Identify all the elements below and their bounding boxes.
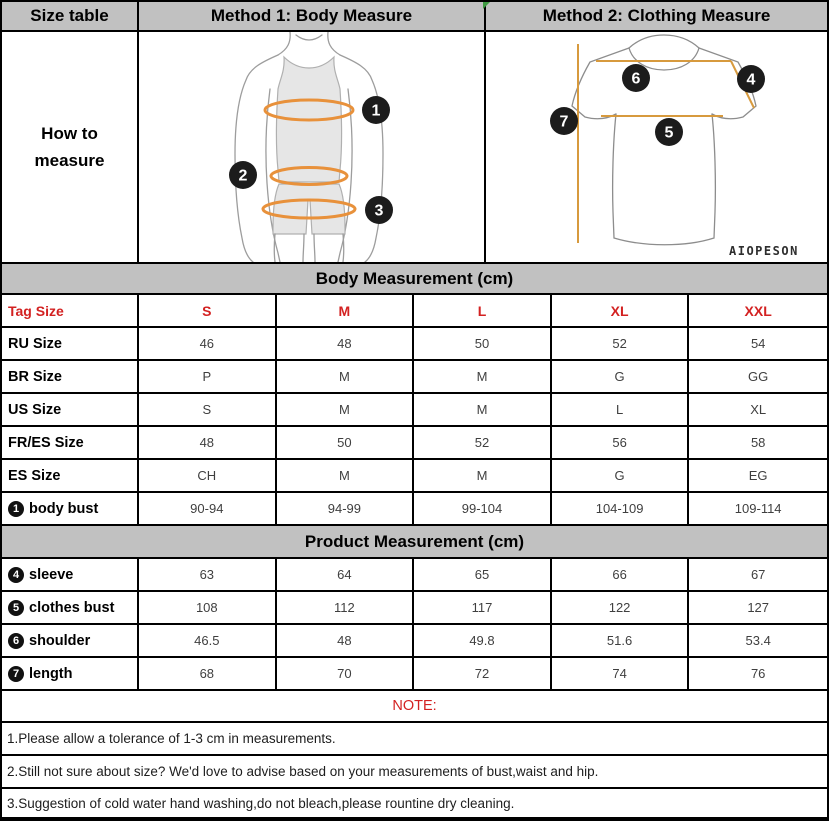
table-row-ru-size (2, 328, 827, 361)
row-label (2, 394, 139, 425)
table-cell: 108 (139, 592, 277, 623)
table-row-us-size (2, 394, 827, 427)
row-label (2, 328, 139, 359)
table-cell: 52 (414, 427, 552, 458)
size-col-xl: XL (552, 295, 690, 326)
table-row-body-bust (2, 493, 827, 526)
table-row-br-size (2, 361, 827, 394)
table-cell: S (139, 394, 277, 425)
row-label (2, 658, 139, 689)
table-cell: 49.8 (414, 625, 552, 656)
table-cell: G (552, 460, 690, 491)
table-cell: 90-94 (139, 493, 277, 524)
note-text-2: 2.Still not sure about size? We'd love to advise based on your measurements of bust,waist and hip. (2, 756, 827, 787)
body-legs (274, 234, 344, 262)
table-cell: CH (139, 460, 277, 491)
badge-3-label: 3 (374, 202, 384, 220)
body-diagram-svg (139, 32, 484, 262)
table-cell: GG (689, 361, 827, 392)
how-to-measure-cell (2, 32, 139, 262)
row-label-text: sleeve (29, 566, 74, 583)
body-right-arm-outer (340, 55, 383, 262)
row-label (2, 427, 139, 458)
method1-title: Method 1: Body Measure (139, 2, 486, 30)
table-cell: 48 (139, 427, 277, 458)
table-cell: M (414, 394, 552, 425)
table-cell: 46 (139, 328, 277, 359)
row-badge: 1 (8, 501, 24, 517)
table-cell: 94-99 (277, 493, 415, 524)
body-neck-left (278, 32, 290, 55)
diagram-row (2, 32, 827, 264)
badge-1 (362, 96, 390, 124)
shorts (273, 184, 345, 234)
table-cell: 46.5 (139, 625, 277, 656)
note-text-1: 1.Please allow a tolerance of 1-3 cm in measurements. (2, 723, 827, 754)
badge-6 (622, 64, 650, 92)
badge-4-label: 4 (746, 71, 756, 89)
row-label-text: US Size (8, 401, 62, 418)
table-cell: 50 (414, 328, 552, 359)
table-cell: 51.6 (552, 625, 690, 656)
table-cell: M (277, 361, 415, 392)
row-label (2, 460, 139, 491)
table-row-fres-size (2, 427, 827, 460)
badge-5 (655, 118, 683, 146)
collar-outer (629, 35, 699, 48)
table-cell: 54 (689, 328, 827, 359)
product-measurement-header-row (2, 526, 827, 559)
table-cell: M (414, 361, 552, 392)
tag-size-row (2, 295, 827, 328)
body-measurement-header-row (2, 264, 827, 295)
badge-5-label: 5 (664, 124, 674, 142)
table-cell: 53.4 (689, 625, 827, 656)
body-measure-diagram (139, 32, 486, 262)
table-cell: EG (689, 460, 827, 491)
note-title: NOTE: (2, 691, 827, 721)
badge-7 (550, 107, 578, 135)
note-text-3: 3.Suggestion of cold water hand washing,do not bleach,please rountine dry cleaning. (2, 789, 827, 817)
cell-corner-marker (483, 2, 490, 9)
size-col-l: L (414, 295, 552, 326)
body-chin (296, 35, 322, 40)
table-cell: M (414, 460, 552, 491)
note-row-3 (2, 789, 827, 819)
row-label-text: length (29, 665, 73, 682)
size-col-s: S (139, 295, 277, 326)
badge-1-label: 1 (371, 102, 381, 120)
row-label (2, 493, 139, 524)
table-cell: L (552, 394, 690, 425)
size-col-xxl: XXL (689, 295, 827, 326)
row-label (2, 559, 139, 590)
table-cell: 74 (552, 658, 690, 689)
table-cell: 56 (552, 427, 690, 458)
table-row-length (2, 658, 827, 691)
table-cell: M (277, 460, 415, 491)
row-label (2, 625, 139, 656)
top-header-row (2, 2, 827, 32)
table-cell: 50 (277, 427, 415, 458)
note-row-1 (2, 723, 827, 756)
table-cell: 76 (689, 658, 827, 689)
body-neck-right (328, 32, 340, 55)
row-label (2, 361, 139, 392)
table-row-clothes-bust (2, 592, 827, 625)
table-cell: 52 (552, 328, 690, 359)
table-cell: 65 (414, 559, 552, 590)
table-cell: 58 (689, 427, 827, 458)
badge-2 (229, 161, 257, 189)
table-row-sleeve (2, 559, 827, 592)
row-label-text: shoulder (29, 632, 91, 649)
product-measurement-title: Product Measurement (cm) (2, 526, 827, 557)
row-label-text: BR Size (8, 368, 62, 385)
badge-2-label: 2 (238, 167, 248, 185)
row-badge: 7 (8, 666, 24, 682)
badge-4 (737, 65, 765, 93)
table-cell: M (277, 394, 415, 425)
clothing-measure-diagram (486, 32, 827, 262)
left-sleeve (572, 48, 629, 119)
note-header-row (2, 691, 827, 723)
how-to-measure-label: How to measure (34, 123, 105, 170)
table-cell: 72 (414, 658, 552, 689)
tshirt-diagram-svg (486, 32, 827, 262)
body-left-arm-outer (235, 55, 278, 262)
table-cell: 66 (552, 559, 690, 590)
table-cell: XL (689, 394, 827, 425)
brand-text: AIOPESON (729, 244, 799, 258)
size-col-m: M (277, 295, 415, 326)
table-cell: 109-114 (689, 493, 827, 524)
table-cell: 48 (277, 328, 415, 359)
table-cell: 68 (139, 658, 277, 689)
table-cell: 127 (689, 592, 827, 623)
table-row-es-size (2, 460, 827, 493)
table-cell: 67 (689, 559, 827, 590)
badge-6-label: 6 (631, 70, 641, 88)
row-badge: 4 (8, 567, 24, 583)
table-cell: 117 (414, 592, 552, 623)
row-label-text: ES Size (8, 467, 61, 484)
table-cell: 48 (277, 625, 415, 656)
row-label-text: RU Size (8, 335, 62, 352)
row-label (2, 592, 139, 623)
row-badge: 5 (8, 600, 24, 616)
row-label-text: body bust (29, 500, 99, 517)
table-cell: 70 (277, 658, 415, 689)
badge-7-label: 7 (559, 113, 569, 131)
note-row-2 (2, 756, 827, 789)
table-cell: 99-104 (414, 493, 552, 524)
body-measurement-title: Body Measurement (cm) (2, 264, 827, 293)
table-cell: 122 (552, 592, 690, 623)
table-row-shoulder (2, 625, 827, 658)
table-cell: 112 (277, 592, 415, 623)
tag-size-label: Tag Size (2, 295, 139, 326)
method2-title: Method 2: Clothing Measure (486, 2, 827, 30)
badge-3 (365, 196, 393, 224)
table-cell: 104-109 (552, 493, 690, 524)
row-label-text: clothes bust (29, 599, 115, 616)
table-cell: 63 (139, 559, 277, 590)
row-badge: 6 (8, 633, 24, 649)
row-label-text: FR/ES Size (8, 434, 84, 451)
table-cell: P (139, 361, 277, 392)
table-cell: G (552, 361, 690, 392)
table-cell: 64 (277, 559, 415, 590)
size-table-title: Size table (2, 2, 139, 30)
